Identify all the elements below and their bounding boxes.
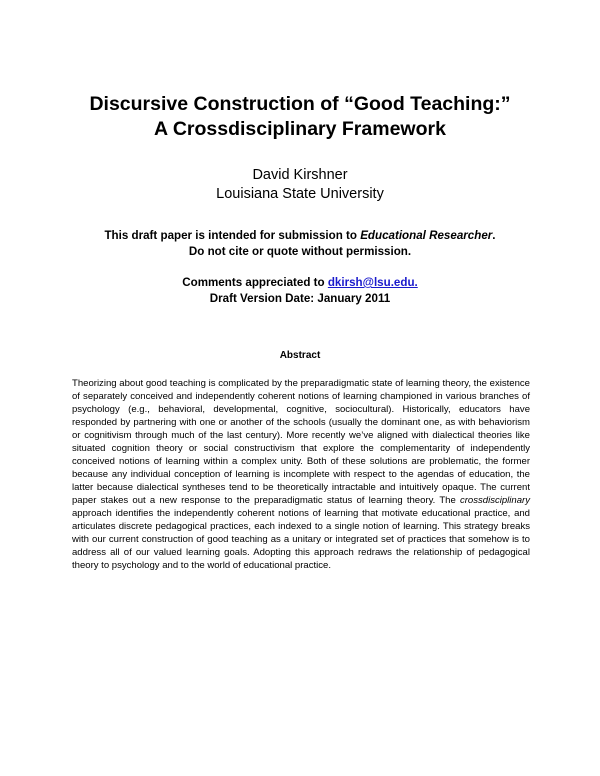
abstract-text-part-2: approach identifies the independently coherent notions of learning that motivate educational practice, and articulates discrete pedagogical practices, each indexed to a single notion of learning. This strategy breaks with our current construction of good teaching as a unitary or integrated set of practices that somehow is to address all of our valued learning goals. Adopting this approach redraws the relationship of pedagogical theory to psychology and to the world of educational practice. xyxy=(72,508,530,571)
notice-suffix: . xyxy=(492,229,496,242)
title-line-1: Discursive Construction of “Good Teaching:” xyxy=(89,93,511,115)
abstract-heading: Abstract xyxy=(279,350,321,361)
author-affiliation: Louisiana State University xyxy=(216,186,384,202)
abstract-text xyxy=(72,377,530,572)
notice-line-2: Do not cite or quote without permission. xyxy=(188,245,412,258)
abstract-italic-term: crossdisciplinary xyxy=(459,495,530,506)
notice-prefix: This draft paper is intended for submission to xyxy=(104,229,361,242)
author-name: David Kirshner xyxy=(252,167,348,183)
comments-line xyxy=(0,275,600,291)
draft-notice xyxy=(0,228,600,260)
author-block xyxy=(0,166,600,204)
comments-prefix: Comments appreciated to xyxy=(182,276,328,289)
comments-block xyxy=(0,275,600,307)
journal-name: Educational Researcher xyxy=(360,229,493,242)
email-link[interactable]: dkirsh@lsu.edu. xyxy=(327,276,418,289)
notice-line-1 xyxy=(0,228,600,244)
paper-title xyxy=(0,92,600,142)
title-line-2: A Crossdisciplinary Framework xyxy=(154,118,446,140)
draft-version-date: Draft Version Date: January 2011 xyxy=(209,292,391,305)
abstract-text-part-1: Theorizing about good teaching is complicated by the preparadigmatic state of learning theory, the existence of separately conceived and independently coherent notions of learning championed in various branches of psychology (e.g., behavioral, developmental, cognitive, sociocultural). Historically, educators have responded by partnering with one or another of the schools (usually the dominant one, as with behaviorism or cognitivism through much of the last century). More recently we’ve aligned with dialectical theories like situated cognition theory or social constructivism that explore the complementarity of independently conceived notions of learning within a complex unity. Both of these solutions are problematic, the former because any individual conception of learning is incomplete with respect to the agendas of education, the latter because dialectical syntheses tend to be theoretically intractable and intuitively opaque. The current paper stakes out a new response to the preparadigmatic status of learning theory. The xyxy=(72,378,530,506)
